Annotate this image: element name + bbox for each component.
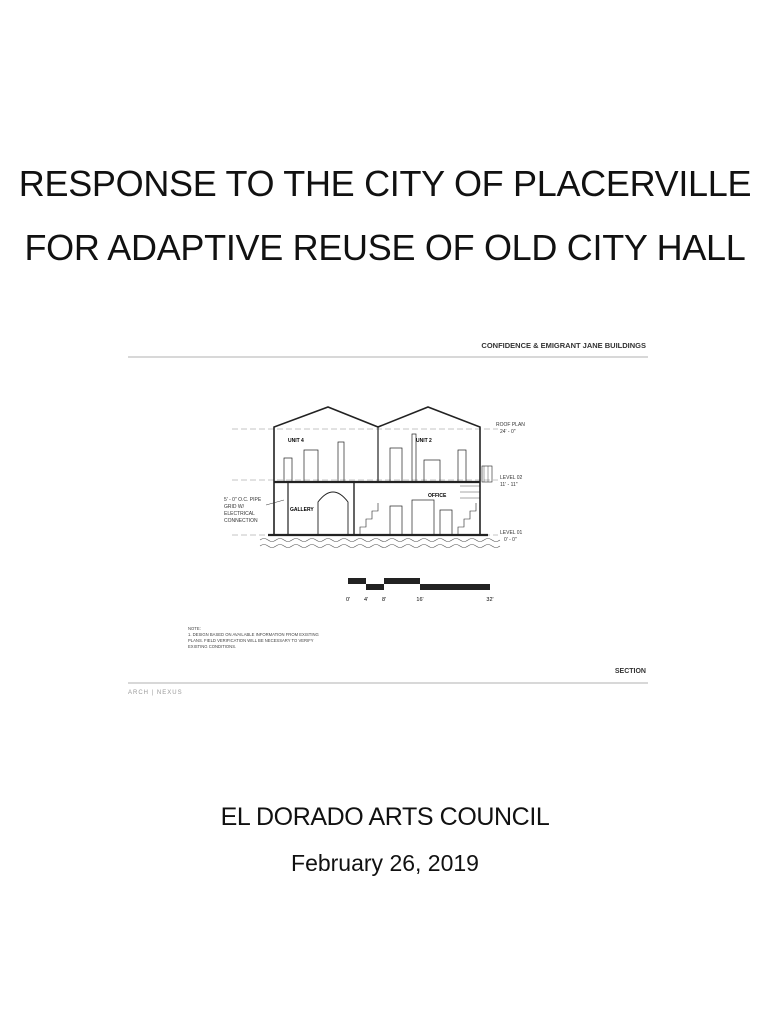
scale-label: 8' [381,597,387,603]
level-02-elev: 11' - 11" [500,482,518,488]
level-01-elev: 0' - 0" [504,537,517,543]
room-label-office: OFFICE [428,493,447,499]
section-drawing [128,330,650,700]
title-line-1: RESPONSE TO THE CITY OF PLACERVILLE [18,163,752,204]
scale-label: 0' [345,597,351,603]
level-01-name: LEVEL 01 [500,530,523,536]
callout-line: GRID W/ [224,504,244,510]
note-line: 1. DESIGN BASED ON AVAILABLE INFORMATION FROM EXISTING [188,632,319,637]
document-title [0,152,770,280]
room-label-unit4: UNIT 4 [288,438,304,444]
level-roof-name: ROOF PLAN [496,422,525,428]
note-line: PLANS. FIELD VERIFICATION WILL BE NECESSARY TO VERIFY [188,638,314,643]
section-drawing-svg [128,330,650,700]
note-line: NOTE: [188,626,201,631]
drawing-header: CONFIDENCE & EMIGRANT JANE BUILDINGS [481,341,646,350]
note-line: EXISTING CONDITIONS. [188,644,237,649]
drawing-note [188,626,319,649]
organization-name: EL DORADO ARTS COUNCIL [220,803,550,831]
room-label-unit2: UNIT 2 [416,438,432,444]
scale-label: 32' [486,597,494,603]
document-date: February 26, 2019 [291,850,479,876]
level-02-name: LEVEL 02 [500,475,523,481]
callout-line: ELECTRICAL [224,511,255,517]
callout-line: 5' - 0" O.C. PIPE [224,497,262,503]
pipe-grid-callout [224,497,284,524]
title-line-2: FOR ADAPTIVE REUSE OF OLD CITY HALL [24,227,746,268]
callout-line: CONNECTION [224,518,258,524]
drawing-footer-label: SECTION [614,668,646,675]
firm-logo: ARCH | NEXUS [128,690,183,696]
scale-bar [346,578,494,603]
room-label-gallery: GALLERY [290,507,314,513]
ground-hatch [260,539,500,548]
scale-label: 4' [363,597,369,603]
level-roof-elev: 24' - 0" [500,429,516,435]
scale-label: 16' [416,597,424,603]
building-section [268,407,492,535]
level-tags [496,422,525,543]
